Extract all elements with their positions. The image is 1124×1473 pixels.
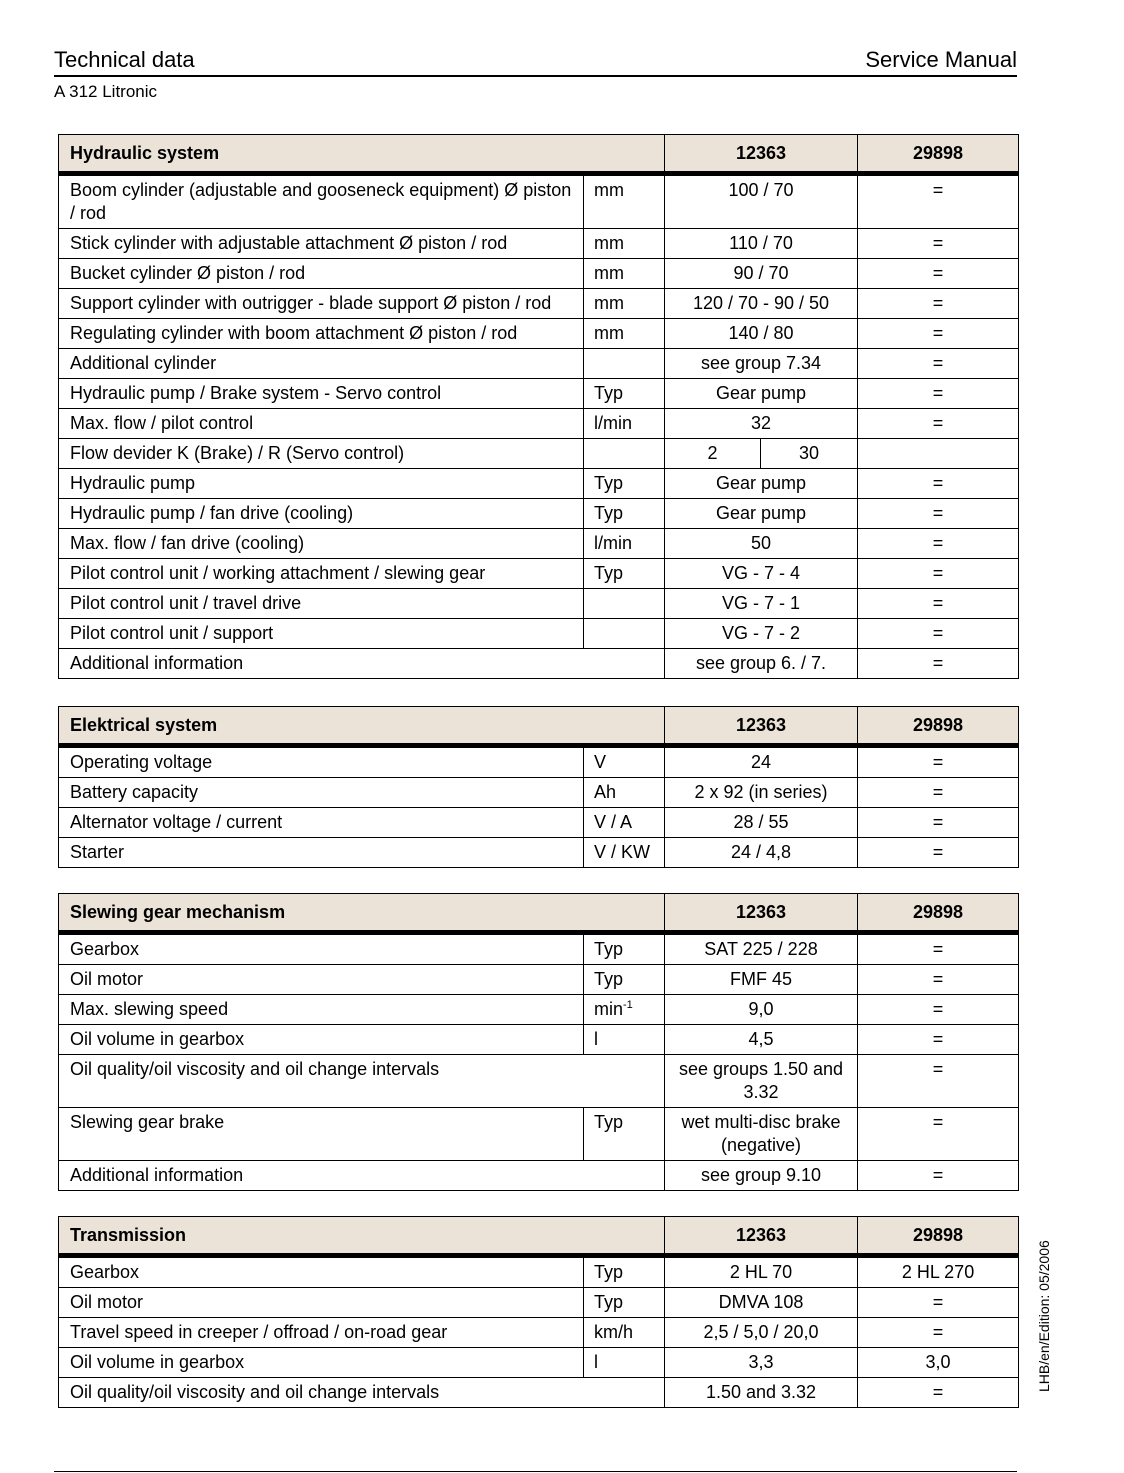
header-title-right: Service Manual xyxy=(865,47,1017,72)
row-unit: V / A xyxy=(584,808,665,838)
table-header xyxy=(59,707,1019,746)
row-label: Alternator voltage / current xyxy=(59,808,584,838)
table-row xyxy=(59,1161,1019,1191)
row-label: Slewing gear brake xyxy=(59,1108,584,1161)
header-rule xyxy=(54,75,1017,77)
row-value-29898: = xyxy=(858,499,1019,529)
row-value-12363: VG - 7 - 2 xyxy=(665,619,858,649)
row-value-12363: 2 x 92 (in series) xyxy=(665,778,858,808)
row-label: Pilot control unit / support xyxy=(59,619,584,649)
row-value-29898: = xyxy=(858,808,1019,838)
row-label: Battery capacity xyxy=(59,778,584,808)
row-value-12363: Gear pump xyxy=(665,379,858,409)
row-value-12363: SAT 225 / 228 xyxy=(665,933,858,965)
table-row xyxy=(59,1318,1019,1348)
table-row xyxy=(59,1348,1019,1378)
table-row xyxy=(59,559,1019,589)
row-value-r-servo: 30 xyxy=(761,439,858,469)
row-unit: V xyxy=(584,746,665,778)
row-value-12363: see groups 1.50 and 3.32 xyxy=(665,1055,858,1108)
footer-rule xyxy=(54,1471,1017,1472)
row-value-12363: 120 / 70 - 90 / 50 xyxy=(665,289,858,319)
unit-superscript: -1 xyxy=(623,999,633,1011)
row-value-29898: = xyxy=(858,965,1019,995)
row-label: Bucket cylinder Ø piston / rod xyxy=(59,259,584,289)
row-value-12363: 50 xyxy=(665,529,858,559)
row-value-29898: = xyxy=(858,1161,1019,1191)
table-row xyxy=(59,838,1019,868)
row-value-12363: 1.50 and 3.32 xyxy=(665,1378,858,1408)
row-unit xyxy=(584,619,665,649)
row-label: Additional cylinder xyxy=(59,349,584,379)
row-unit: mm xyxy=(584,174,665,229)
row-value-12363: see group 7.34 xyxy=(665,349,858,379)
row-value-12363: DMVA 108 xyxy=(665,1288,858,1318)
row-label: Additional information xyxy=(59,1161,665,1191)
row-label: Hydraulic pump / Brake system - Servo control xyxy=(59,379,584,409)
row-value-12363: 24 xyxy=(665,746,858,778)
row-value-29898: = xyxy=(858,746,1019,778)
row-value-29898: = xyxy=(858,409,1019,439)
table-row xyxy=(59,933,1019,965)
table-row xyxy=(59,589,1019,619)
row-value-29898: = xyxy=(858,1378,1019,1408)
row-value-29898: = xyxy=(858,619,1019,649)
table-row xyxy=(59,1025,1019,1055)
row-value-12363: 100 / 70 xyxy=(665,174,858,229)
row-value-29898: = xyxy=(858,379,1019,409)
table-row xyxy=(59,439,1019,469)
row-value-12363: VG - 7 - 4 xyxy=(665,559,858,589)
row-value-12363: 140 / 80 xyxy=(665,319,858,349)
row-value-29898: = xyxy=(858,259,1019,289)
row-label: Gearbox xyxy=(59,933,584,965)
row-unit: V / KW xyxy=(584,838,665,868)
row-value-29898 xyxy=(858,439,1019,469)
table-row xyxy=(59,349,1019,379)
table-row xyxy=(59,1378,1019,1408)
row-label: Oil quality/oil viscosity and oil change intervals xyxy=(59,1055,665,1108)
row-value-29898: = xyxy=(858,349,1019,379)
row-value-12363: 32 xyxy=(665,409,858,439)
row-label: Oil volume in gearbox xyxy=(59,1348,584,1378)
table-row xyxy=(59,529,1019,559)
table-row xyxy=(59,499,1019,529)
row-unit: mm xyxy=(584,319,665,349)
row-label: Additional information xyxy=(59,649,665,679)
table-row xyxy=(59,619,1019,649)
row-label: Stick cylinder with adjustable attachment Ø piston / rod xyxy=(59,229,584,259)
row-value-29898: = xyxy=(858,319,1019,349)
row-unit xyxy=(584,349,665,379)
row-value-29898: = xyxy=(858,529,1019,559)
row-value-29898: = xyxy=(858,589,1019,619)
row-unit: l xyxy=(584,1348,665,1378)
row-unit: mm xyxy=(584,229,665,259)
model-subtitle: A 312 Litronic xyxy=(54,82,158,101)
column-header-29898: 29898 xyxy=(858,707,1019,746)
row-unit: Typ xyxy=(584,559,665,589)
row-value-12363: wet multi-disc brake (negative) xyxy=(665,1108,858,1161)
table-row xyxy=(59,469,1019,499)
row-unit: km/h xyxy=(584,1318,665,1348)
row-label: Oil quality/oil viscosity and oil change intervals xyxy=(59,1378,665,1408)
table-row xyxy=(59,1288,1019,1318)
row-value-29898: = xyxy=(858,838,1019,868)
row-value-k-brake: 2 xyxy=(665,439,761,469)
row-value-12363: 110 / 70 xyxy=(665,229,858,259)
table-row xyxy=(59,1108,1019,1161)
table-row xyxy=(59,995,1019,1025)
table-row xyxy=(59,808,1019,838)
row-value-29898: = xyxy=(858,559,1019,589)
row-value-12363: 24 / 4,8 xyxy=(665,838,858,868)
row-value-29898: = xyxy=(858,1318,1019,1348)
row-value-29898: = xyxy=(858,289,1019,319)
row-unit: Typ xyxy=(584,379,665,409)
table-row xyxy=(59,778,1019,808)
electrical-system-table xyxy=(58,706,1019,868)
row-label: Oil volume in gearbox xyxy=(59,1025,584,1055)
row-label: Oil motor xyxy=(59,965,584,995)
column-header-12363: 12363 xyxy=(665,135,858,174)
row-label: Pilot control unit / working attachment / slewing gear xyxy=(59,559,584,589)
row-value-12363: VG - 7 - 1 xyxy=(665,589,858,619)
row-unit: Typ xyxy=(584,1288,665,1318)
row-value-29898: = xyxy=(858,933,1019,965)
row-value-29898: = xyxy=(858,778,1019,808)
row-value-29898: = xyxy=(858,229,1019,259)
row-value-29898: = xyxy=(858,1055,1019,1108)
row-unit: Typ xyxy=(584,499,665,529)
row-unit: Ah xyxy=(584,778,665,808)
row-value-12363: 90 / 70 xyxy=(665,259,858,289)
section-title: Hydraulic system xyxy=(59,135,665,174)
row-value-12363: 28 / 55 xyxy=(665,808,858,838)
column-header-12363: 12363 xyxy=(665,1217,858,1256)
transmission-table xyxy=(58,1216,1019,1408)
section-title: Slewing gear mechanism xyxy=(59,894,665,933)
row-label: Max. flow / fan drive (cooling) xyxy=(59,529,584,559)
slewing-gear-table xyxy=(58,893,1019,1191)
row-value-12363: 4,5 xyxy=(665,1025,858,1055)
row-unit: Typ xyxy=(584,1108,665,1161)
row-value-29898: = xyxy=(858,174,1019,229)
row-label: Starter xyxy=(59,838,584,868)
row-value-12363: Gear pump xyxy=(665,469,858,499)
row-value-29898: = xyxy=(858,1288,1019,1318)
section-title: Elektrical system xyxy=(59,707,665,746)
row-value-29898: 3,0 xyxy=(858,1348,1019,1378)
table-row xyxy=(59,229,1019,259)
row-value-29898: = xyxy=(858,1108,1019,1161)
row-unit: Typ xyxy=(584,469,665,499)
row-label: Operating voltage xyxy=(59,746,584,778)
hydraulic-system-table xyxy=(58,134,1019,679)
column-header-29898: 29898 xyxy=(858,135,1019,174)
column-header-12363: 12363 xyxy=(665,894,858,933)
row-value-12363: 3,3 xyxy=(665,1348,858,1378)
row-label: Hydraulic pump / fan drive (cooling) xyxy=(59,499,584,529)
row-unit xyxy=(584,995,665,1025)
table-row xyxy=(59,1055,1019,1108)
row-label: Flow devider K (Brake) / R (Servo control) xyxy=(59,439,584,469)
table-row xyxy=(59,965,1019,995)
row-unit: l/min xyxy=(584,409,665,439)
table-header xyxy=(59,894,1019,933)
unit-text: min xyxy=(594,999,624,1019)
row-label: Gearbox xyxy=(59,1256,584,1288)
table-header xyxy=(59,135,1019,174)
row-unit: l/min xyxy=(584,529,665,559)
row-value-12363: see group 9.10 xyxy=(665,1161,858,1191)
row-unit: mm xyxy=(584,289,665,319)
column-header-29898: 29898 xyxy=(858,1217,1019,1256)
table-row xyxy=(59,174,1019,229)
row-value-12363: see group 6. / 7. xyxy=(665,649,858,679)
table-header xyxy=(59,1217,1019,1256)
row-label: Oil motor xyxy=(59,1288,584,1318)
row-unit: Typ xyxy=(584,965,665,995)
section-title: Transmission xyxy=(59,1217,665,1256)
row-value-12363: FMF 45 xyxy=(665,965,858,995)
row-label: Max. slewing speed xyxy=(59,995,584,1025)
row-label: Hydraulic pump xyxy=(59,469,584,499)
table-row xyxy=(59,1256,1019,1288)
row-value-12363: Gear pump xyxy=(665,499,858,529)
edition-note: LHB/en/Edition: 05/2006 xyxy=(1036,1240,1052,1392)
row-label: Pilot control unit / travel drive xyxy=(59,589,584,619)
column-header-29898: 29898 xyxy=(858,894,1019,933)
table-row xyxy=(59,649,1019,679)
row-value-29898: = xyxy=(858,995,1019,1025)
row-unit: Typ xyxy=(584,1256,665,1288)
row-value-12363: 9,0 xyxy=(665,995,858,1025)
row-unit xyxy=(584,439,665,469)
row-unit: Typ xyxy=(584,933,665,965)
table-row xyxy=(59,409,1019,439)
column-header-12363: 12363 xyxy=(665,707,858,746)
row-value-29898: = xyxy=(858,1025,1019,1055)
row-unit xyxy=(584,589,665,619)
row-label: Support cylinder with outrigger - blade support Ø piston / rod xyxy=(59,289,584,319)
table-row xyxy=(59,379,1019,409)
table-row xyxy=(59,289,1019,319)
header-title-left: Technical data xyxy=(54,47,195,72)
row-value-29898: 2 HL 270 xyxy=(858,1256,1019,1288)
row-label: Boom cylinder (adjustable and gooseneck equipment) Ø piston / rod xyxy=(59,174,584,229)
row-label: Travel speed in creeper / offroad / on-road gear xyxy=(59,1318,584,1348)
row-label: Regulating cylinder with boom attachment Ø piston / rod xyxy=(59,319,584,349)
row-unit: mm xyxy=(584,259,665,289)
row-value-29898: = xyxy=(858,649,1019,679)
row-value-12363: 2 HL 70 xyxy=(665,1256,858,1288)
row-value-29898: = xyxy=(858,469,1019,499)
row-label: Max. flow / pilot control xyxy=(59,409,584,439)
table-row xyxy=(59,746,1019,778)
table-row xyxy=(59,319,1019,349)
row-unit: l xyxy=(584,1025,665,1055)
table-row xyxy=(59,259,1019,289)
row-value-12363: 2,5 / 5,0 / 20,0 xyxy=(665,1318,858,1348)
